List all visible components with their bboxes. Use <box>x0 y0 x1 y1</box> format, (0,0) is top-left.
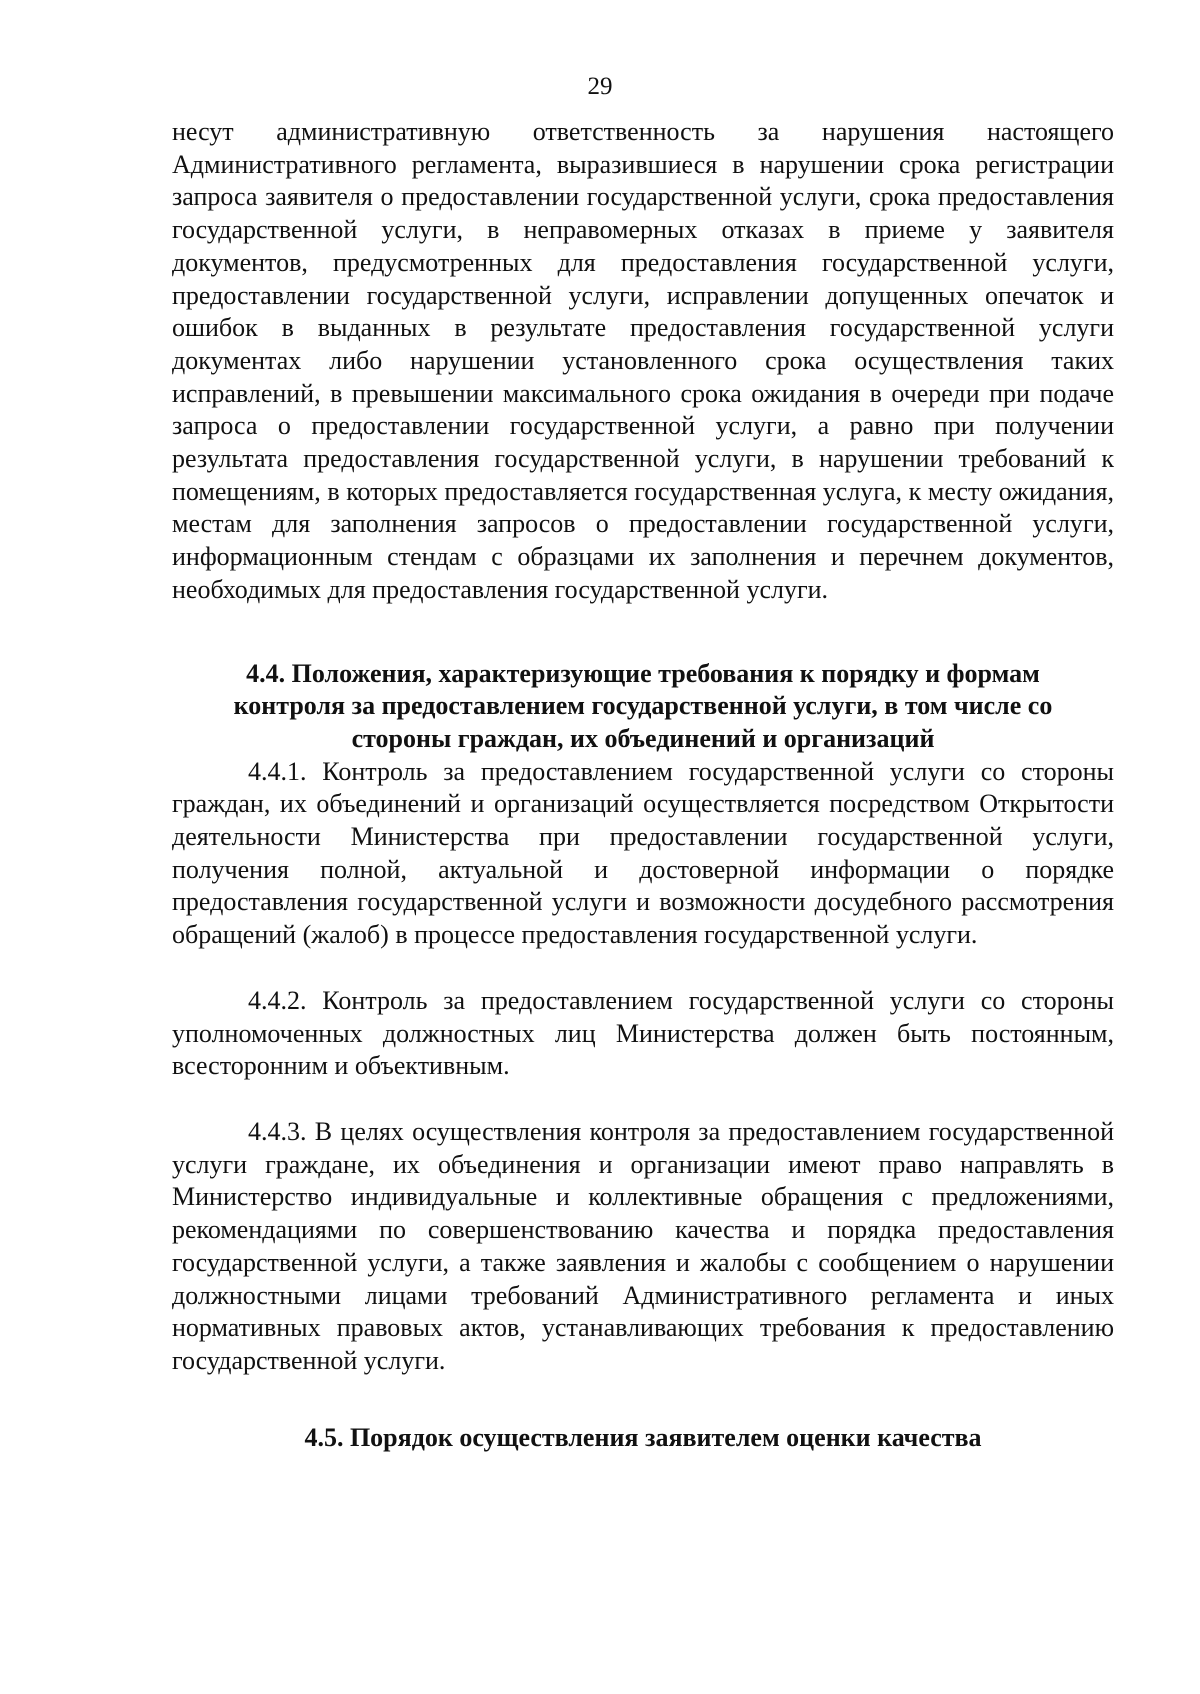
section-4-5-heading: 4.5. Порядок осуществления заявителем оценки качества <box>304 1422 982 1452</box>
heading-line: 4.4. Положения, характеризующие требования к порядку и формам <box>246 658 1040 688</box>
paragraph-4-4-3: 4.4.3. В целях осуществления контроля за предоставлением государственной услуги граждане, их объединения и организации имеют право направлять в Министерство индивидуальные и коллективные обращения с предложениями, рекомендациями по совершенствованию качества и порядка предоставления государственной услуги, а также заявления и жалобы с сообщением о нарушении должностными лицами требований Административного регламента и иных нормативных правовых актов, устанавливающих требования к предоставлению государственной услуги. <box>172 1116 1114 1375</box>
paragraph-continuation: несут административную ответственность за нарушения настоящего Административного регламента, выразившиеся в нарушении срока регистрации запроса заявителя о предоставлении государственной услуги, срока предоставления государственной услуги, в неправомерных отказах в приеме у заявителя документов, предусмотренных для предоставления государственной услуги, предоставлении государственной услуги, исправлении допущенных опечаток и ошибок в выданных в результате предоставления государственной услуги документах либо нарушении установленного срока осуществления таких исправлений, в превышении максимального срока ожидания в очереди при подаче запроса о предоставлении государственной услуги, а равно при получении результата предоставления государственной услуги, в нарушении требований к помещениям, в которых предоставляется государственная услуга, к месту ожидания, местам для заполнения запросов о предоставлении государственной услуги, информационным стендам с образцами их заполнения и перечнем документов, необходимых для предоставления государственной услуги. <box>172 117 1114 604</box>
document-body <box>172 116 1114 1454</box>
paragraph-4-4-2: 4.4.2. Контроль за предоставлением государственной услуги со стороны уполномоченных должностных лиц Министерства должен быть постоянным, всесторонним и объективным. <box>172 985 1114 1081</box>
spacer <box>172 607 1114 658</box>
section-4-4-heading <box>172 658 1114 756</box>
heading-line: стороны граждан, их объединений и организаций <box>351 723 935 753</box>
spacer <box>172 1378 1114 1422</box>
heading-line: контроля за предоставлением государственной услуги, в том числе со <box>233 691 1053 721</box>
spacer <box>172 952 1114 985</box>
paragraph-4-4-1: 4.4.1. Контроль за предоставлением государственной услуги со стороны граждан, их объединений и организаций осуществляется посредством Открытости деятельности Министерства при предоставлении государственной услуги, получения полной, актуальной и достоверной информации о порядке предоставления государственной услуги и возможности досудебного рассмотрения обращений (жалоб) в процессе предоставления государственной услуги. <box>172 756 1114 950</box>
spacer <box>172 1083 1114 1116</box>
page-number: 29 <box>587 73 613 100</box>
